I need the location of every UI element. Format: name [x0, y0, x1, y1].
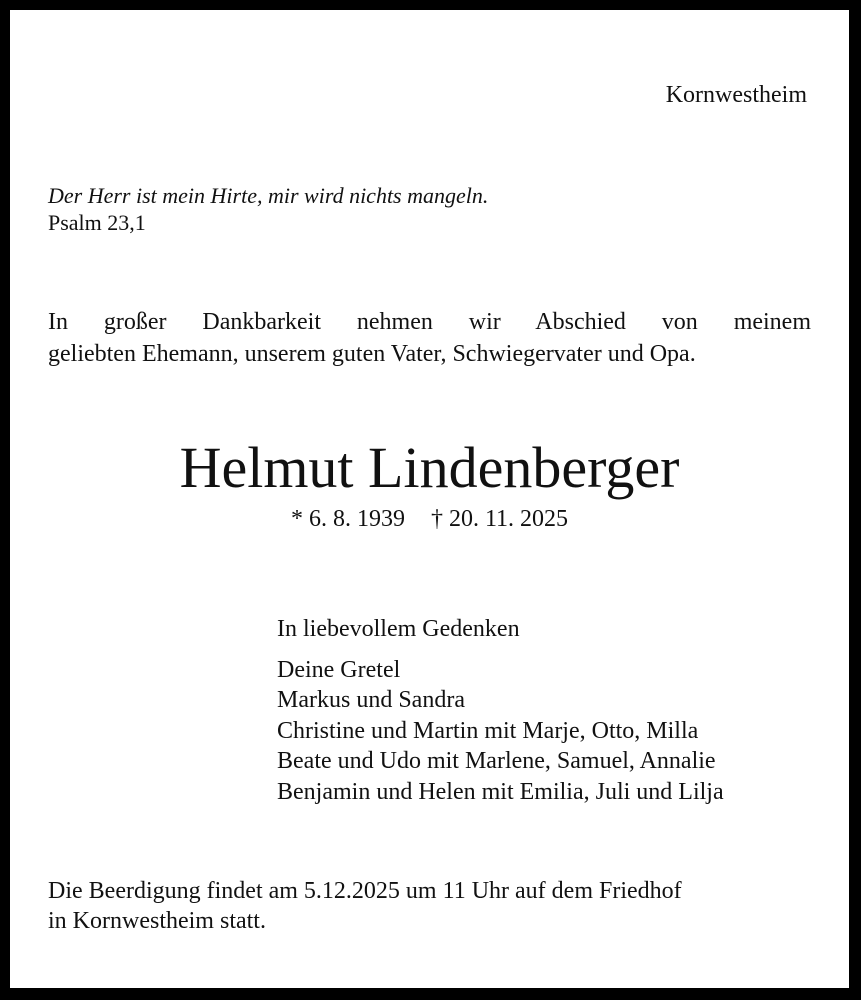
- life-dates: [10, 504, 849, 534]
- death-date: † 20. 11. 2025: [430, 506, 569, 532]
- mourner-line: Benjamin und Helen mit Emilia, Juli und Lilja: [277, 778, 724, 805]
- mourner-line: Deine Gretel: [277, 656, 401, 683]
- deceased-name: Helmut Lindenberger: [179, 435, 680, 500]
- intro-line-1: In großer Dankbarkeit nehmen wir Abschied von meinem: [48, 309, 811, 335]
- birth-date: * 6. 8. 1939: [290, 506, 405, 532]
- obituary-notice: [10, 10, 849, 988]
- verse-quote: Der Herr ist mein Hirte, mir wird nichts mangeln.: [48, 183, 489, 208]
- mourner-line: Beate und Udo mit Marlene, Samuel, Annalie: [277, 748, 716, 774]
- funeral-line-2: in Kornwestheim statt.: [48, 908, 266, 934]
- intro-line-2: geliebten Ehemann, unserem guten Vater, Schwiegervater und Opa.: [48, 341, 696, 367]
- intro-text: [48, 306, 811, 370]
- mourner-line: Christine und Martin mit Marje, Otto, Milla: [277, 717, 699, 744]
- funeral-line-1: Die Beerdigung findet am 5.12.2025 um 11 Uhr auf dem Friedhof: [48, 878, 682, 904]
- place-name: Kornwestheim: [665, 82, 807, 108]
- mourners-lead: In liebevollem Gedenken: [277, 616, 520, 642]
- verse-reference: Psalm 23,1: [48, 210, 146, 235]
- funeral-info: [48, 876, 811, 936]
- mourner-line: Markus und Sandra: [277, 687, 465, 713]
- bible-verse: [48, 182, 488, 236]
- mourners-block: [277, 614, 724, 807]
